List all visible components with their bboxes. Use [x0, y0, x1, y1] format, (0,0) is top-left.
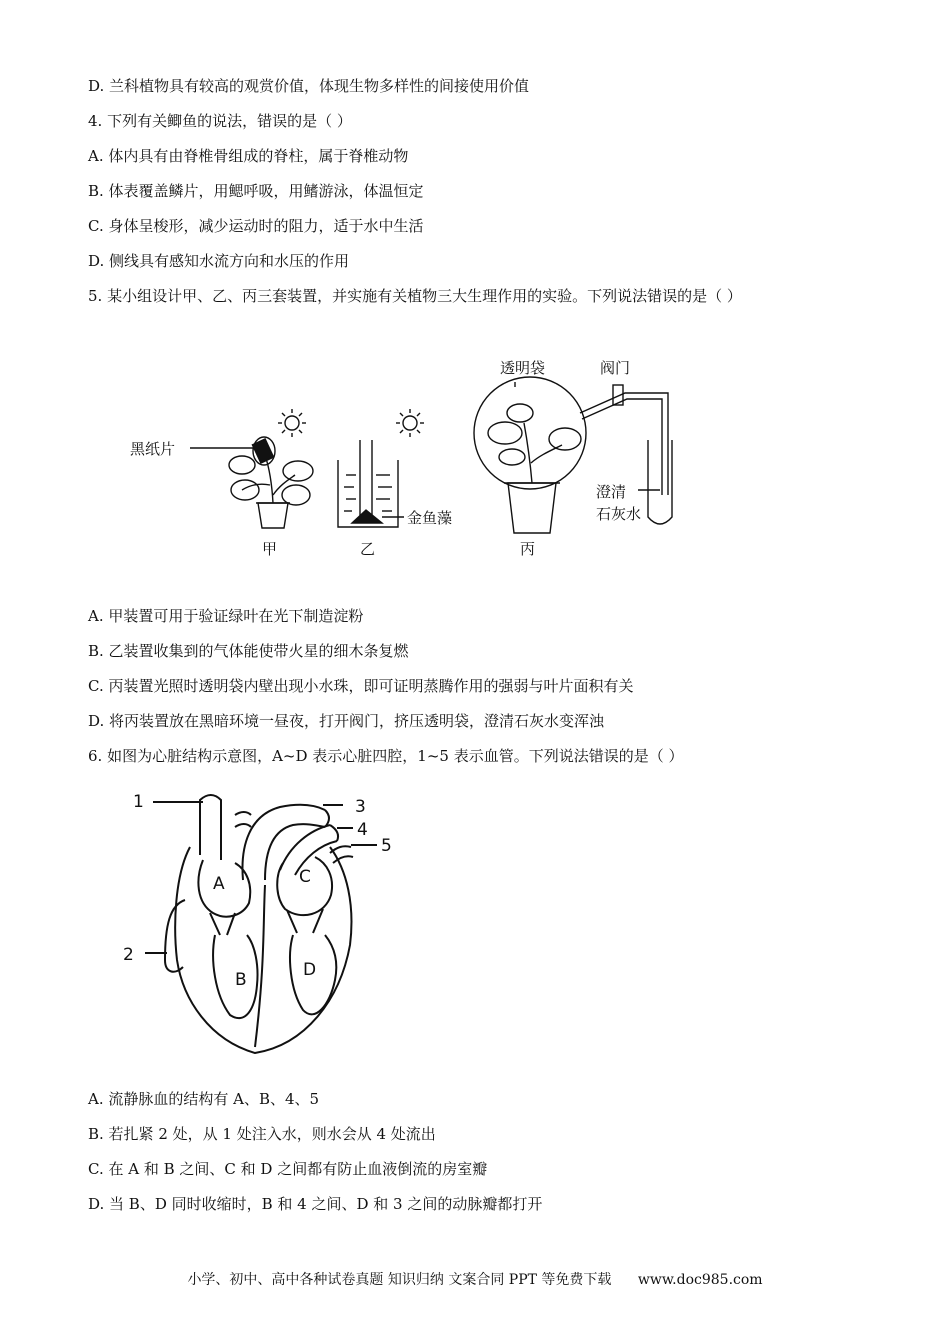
label-algae: 金鱼藻	[407, 509, 453, 527]
heart-label-1: 1	[133, 792, 144, 812]
option-d-q3: D. 兰科植物具有较高的观赏价值，体现生物多样性的间接使用价值	[88, 77, 530, 95]
heart-label-3: 3	[355, 797, 366, 817]
sun-icon	[396, 409, 424, 437]
footer-text: 小学、初中、高中各种试卷真题 知识归纳 文案合同 PPT 等免费下载	[187, 1272, 612, 1288]
option-c-q4: C. 身体呈梭形，减少运动时的阻力，适于水中生活	[88, 217, 424, 235]
question-5: 5. 某小组设计甲、乙、丙三套装置，并实施有关植物三大生理作用的实验。下列说法错误的是（ ）	[88, 287, 742, 305]
option-d-q6: D. 当 B、D 同时收缩时，B 和 4 之间、D 和 3 之间的动脉瓣都打开	[88, 1195, 543, 1213]
heart-label-c: C	[299, 867, 311, 887]
heart-label-d: D	[303, 960, 317, 980]
label-limewater-2: 石灰水	[596, 505, 642, 523]
label-jia: 甲	[262, 540, 278, 558]
label-bing: 丙	[520, 540, 536, 558]
plant-experiment-figure	[120, 345, 700, 565]
heart-label-a: A	[213, 874, 225, 894]
page-footer	[0, 1271, 950, 1289]
option-d-q4: D. 侧线具有感知水流方向和水压的作用	[88, 252, 350, 270]
heart-label-5: 5	[381, 836, 392, 856]
heart-structure-figure	[115, 785, 405, 1060]
option-b-q5: B. 乙装置收集到的气体能使带火星的细木条复燃	[88, 642, 409, 660]
sun-icon	[278, 409, 306, 437]
option-c-q6: C. 在 A 和 B 之间、C 和 D 之间都有防止血液倒流的房室瓣	[88, 1160, 488, 1178]
option-a-q5: A. 甲装置可用于验证绿叶在光下制造淀粉	[88, 607, 364, 625]
footer-url[interactable]: www.doc985.com	[637, 1272, 763, 1288]
bagged-plant-bing	[474, 377, 586, 533]
heart-label-4: 4	[357, 820, 368, 840]
label-limewater-1: 澄清	[596, 483, 627, 501]
label-black-paper: 黑纸片	[130, 440, 176, 458]
option-b-q6: B. 若扎紧 2 处，从 1 处注入水，则水会从 4 处流出	[88, 1125, 436, 1143]
heart-label-b: B	[235, 970, 247, 990]
gas-tube	[580, 385, 672, 524]
label-yi: 乙	[360, 540, 376, 558]
label-valve: 阀门	[600, 359, 631, 377]
option-c-q5: C. 丙装置光照时透明袋内壁出现小水珠，即可证明蒸腾作用的强弱与叶片面积有关	[88, 677, 634, 695]
option-a-q6: A. 流静脉血的结构有 A、B、4、5	[88, 1090, 320, 1108]
question-4: 4. 下列有关鲫鱼的说法，错误的是（ ）	[88, 112, 352, 130]
option-d-q5: D. 将丙装置放在黑暗环境一昼夜，打开阀门，挤压透明袋，澄清石灰水变浑浊	[88, 712, 605, 730]
label-bag: 透明袋	[500, 359, 546, 377]
beaker-yi	[338, 440, 404, 527]
option-b-q4: B. 体表覆盖鳞片，用鳃呼吸，用鳍游泳，体温恒定	[88, 182, 424, 200]
option-a-q4: A. 体内具有由脊椎骨组成的脊柱，属于脊椎动物	[88, 147, 409, 165]
question-6: 6. 如图为心脏结构示意图，A~D 表示心脏四腔，1~5 表示血管。下列说法错误的是（ ）	[88, 747, 684, 765]
heart-label-2: 2	[123, 945, 134, 965]
